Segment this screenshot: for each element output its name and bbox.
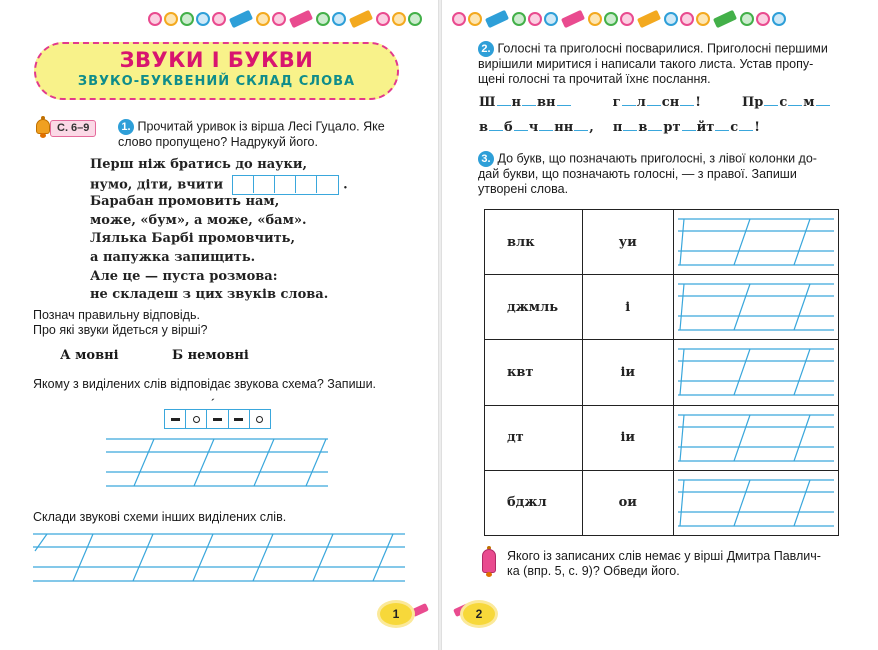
pencil-icon [561,10,585,28]
swirl-icon [408,12,422,26]
table-row [485,405,839,470]
swirl-icon [332,12,346,26]
swirl-icon [528,12,542,26]
swirl-icon [196,12,210,26]
answer-cell[interactable] [673,340,838,405]
swirl-icon [272,12,286,26]
poem-line: Але це — пуста розмова: [90,268,278,284]
swirl-icon [544,12,558,26]
vowels-cell: іи [582,405,673,470]
swirl-icon [256,12,270,26]
decorative-border [452,6,786,32]
scheme-vowel [250,410,270,428]
compose-instruction: Склади звукові схеми інших виділених слів. [33,510,287,524]
consonants-cell: бджл [485,470,583,535]
vowels-cell: іи [582,340,673,405]
poem-line: Барабан промовить нам, [90,194,280,210]
swirl-icon [164,12,178,26]
task-number-badge: 3. [478,151,494,167]
swirl-icon [180,12,194,26]
vowel-puzzle-line-1[interactable]: Ш н вн г л сн ! Пр с м [479,94,831,110]
swirl-icon [680,12,694,26]
swirl-icon [452,12,466,26]
letters-table [484,209,839,536]
scheme-consonant [207,410,228,428]
writing-lines[interactable] [674,407,838,469]
page-title: ЗВУКИ І БУКВИ [119,48,314,72]
writing-lines[interactable] [674,276,838,338]
owl-bell-icon [480,546,498,582]
answer-cell[interactable] [673,210,838,275]
task-number-badge: 1. [118,119,134,135]
vowel-puzzle-line-2[interactable]: в б ч нн , п в рт йт с ! [479,120,760,135]
scheme-vowel [186,410,207,428]
pencil-icon [229,10,253,28]
consonants-cell: дт [485,405,583,470]
stress-mark: ´ [211,398,215,410]
scheme-consonant [165,410,186,428]
page-subtitle: ЗВУКО-БУКВЕНИЙ СКЛАД СЛОВА [77,74,356,89]
poem-line: може, «бум», а може, «бам». [90,212,307,228]
option-b[interactable]: Б немовні [172,348,249,363]
pencil-icon [637,10,661,28]
swirl-icon [772,12,786,26]
scheme-question: Якому з виділених слів відповідає звукова схема? Запиши. [33,377,377,391]
answer-cell[interactable] [673,405,838,470]
poem-line: Перш ніж братись до науки, [90,157,308,172]
question-text: Познач правильну відповідь. Про які звуки йдеться у вірші? [33,308,208,337]
task-number-badge: 2. [478,41,494,57]
swirl-icon [620,12,634,26]
option-a[interactable]: А мовні [60,348,119,363]
writing-lines[interactable] [33,531,405,585]
swirl-icon [664,12,678,26]
pencil-icon [411,603,429,617]
swirl-icon [696,12,710,26]
task-3-instruction: 3. До букв, що позначають приголосні, з лівої колонки до- дай букви, що позначають голосні, — з правої. Запиши утворені слова. [478,151,817,196]
left-page [0,0,438,650]
table-row [485,340,839,405]
table-row [485,275,839,340]
poem-line: Лялька Барбі промовчить, [90,231,296,247]
swirl-icon [588,12,602,26]
consonants-cell: влк [485,210,583,275]
poem-excerpt [90,156,348,305]
page-number: 2 [463,603,495,625]
swirl-icon [740,12,754,26]
poem-line: а папужка запищить. [90,249,256,265]
swirl-icon [376,12,390,26]
task-1-instruction: 1. Прочитай уривок із вірша Лесі Гуцало. Яке слово пропущено? Надрукуй його. [118,119,385,149]
table-row [485,470,839,535]
poem-line-with-blank: нумо, діти, вчити . [90,175,348,194]
scheme-consonant [229,410,250,428]
consonants-cell: квт [485,340,583,405]
pencil-icon [713,10,737,28]
textbook-reference-badge: С. 6–9 [50,120,96,137]
poem-line: не складеш з цих звуків слова. [90,287,329,303]
table-row [485,210,839,275]
swirl-icon [316,12,330,26]
final-question: Якого із записаних слів немає у вірші Дмитра Павлич- ка (впр. 5, с. 9)? Обведи його. [507,549,821,578]
vowels-cell: і [582,275,673,340]
pencil-icon [485,10,509,28]
vowels-cell: ои [582,470,673,535]
writing-lines[interactable] [106,436,328,490]
swirl-icon [756,12,770,26]
swirl-icon [512,12,526,26]
pencil-icon [289,10,313,28]
swirl-icon [148,12,162,26]
swirl-icon [468,12,482,26]
writing-lines[interactable] [674,341,838,403]
vowels-cell: уи [582,210,673,275]
missing-word-boxes[interactable] [232,175,339,195]
swirl-icon [392,12,406,26]
section-title-banner [34,42,399,100]
swirl-icon [212,12,226,26]
page-number: 1 [380,603,412,625]
sound-scheme [164,409,271,429]
writing-lines[interactable] [674,211,838,273]
consonants-cell: джмль [485,275,583,340]
writing-lines[interactable] [674,472,838,534]
answer-cell[interactable] [673,275,838,340]
pencil-icon [349,10,373,28]
decorative-border [148,6,422,32]
swirl-icon [604,12,618,26]
task-2-instruction: 2. Голосні та приголосні посварилися. Приголосні першими вирішили миритися і написали такого листа. Устав пропу- щені голосні та прочитай їхнє послання. [478,41,828,86]
answer-cell[interactable] [673,470,838,535]
